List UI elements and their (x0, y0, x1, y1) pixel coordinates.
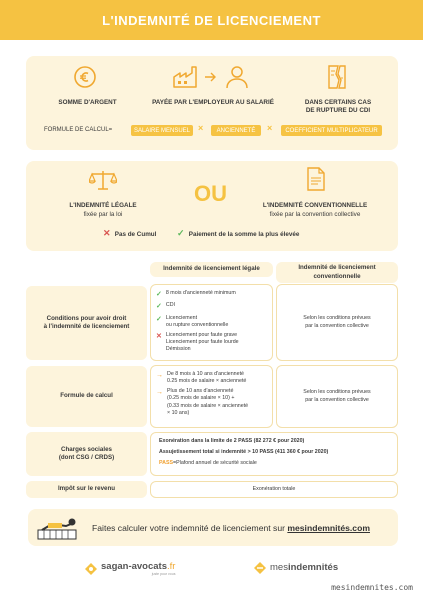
torn-document-icon (324, 63, 350, 91)
header-bar (0, 0, 423, 40)
conventional-title: L'INDEMNITÉ CONVENTIONNELLE (262, 202, 368, 209)
formula-item (156, 371, 267, 385)
label-paid-by-employer: PAYÉE PAR L'EMPLOYEUR AU SALARIÉ (152, 99, 274, 106)
column-header-legal: Indemnité de licenciement légale (150, 262, 273, 277)
formula-text: Plus de 10 ans d'ancienneté (0.25 mois de salaire × 10) + (0.33 mois de salaire × ancienneté × 10 ans) (167, 388, 249, 416)
row-label-social-charges (26, 432, 147, 476)
formula-text: De 8 mois à 10 ans d'ancienneté 0.25 mois de salaire × ancienneté (167, 371, 247, 385)
row3-label-line2: (dont CSG / CRDS) (58, 454, 115, 461)
sagan-tagline: juste pour vous (151, 572, 176, 577)
promo-banner (28, 509, 398, 546)
sagan-logo-icon (84, 562, 98, 576)
pass-def-text: =Plafond annuel de sécurité sociale (173, 460, 257, 467)
condition-item (156, 290, 267, 299)
no-cumul-text: Pas de Cumul (114, 231, 157, 238)
column-header-conventional (276, 262, 398, 283)
cell-income-tax: Exonération totale (150, 481, 398, 498)
logo-sagan-avocats[interactable] (84, 558, 175, 580)
highest-note (177, 228, 347, 240)
indemnites-brand: indemnités (287, 562, 339, 574)
times-symbol-1: × (198, 123, 204, 133)
or-separator: OU (194, 181, 227, 206)
mes-prefix: mes (270, 562, 288, 574)
condition-text: Licenciement ou rupture conventionnelle (165, 314, 229, 329)
pill-monthly-salary: SALAIRE MENSUEL (131, 125, 193, 136)
promo-text (92, 523, 370, 533)
highest-text: Paiement de la somme la plus élevée (188, 231, 300, 238)
cell-social-charges (150, 432, 398, 476)
cell-conditions-conventional: Selon les conditions prévues par la convention collective (276, 284, 398, 361)
row-label-income-tax: Impôt sur le revenu (26, 481, 147, 498)
cell-formula-legal (150, 365, 273, 428)
cross-icon: ✕ (156, 333, 162, 341)
formula-label: FORMULE DE CALCUL= (44, 127, 113, 133)
check-icon: ✓ (156, 315, 162, 323)
promo-link[interactable]: mesindemnités.com (287, 523, 370, 533)
row1-label-line2: à l'indemnité de licenciement (43, 323, 130, 330)
row3-label-line1: Charges sociales (61, 445, 112, 453)
condition-text: 8 mois d'ancienneté minimum (165, 290, 236, 296)
factory-icon (171, 64, 199, 90)
legal-title: L'INDEMNITÉ LÉGALE (69, 202, 137, 209)
euro-icon (72, 64, 98, 90)
person-icon (224, 63, 250, 91)
condition-item (156, 332, 267, 353)
arrow-right-icon (204, 70, 218, 84)
label-cdi-line2: DE RUPTURE DU CDI (305, 107, 371, 115)
sagan-tld: .fr (167, 560, 176, 572)
col2-line1: Indemnité de licenciement (298, 264, 376, 272)
formula-item (156, 388, 267, 417)
no-cumul-note (103, 228, 173, 240)
promo-text-main: Faites calculer votre indemnité de licenciement sur (92, 523, 288, 533)
sagan-brand: sagan-avocats (101, 560, 168, 572)
check-icon: ✓ (177, 228, 185, 238)
label-money: SOMME D'ARGENT (58, 99, 117, 106)
times-symbol-2: × (267, 123, 273, 133)
condition-item (156, 302, 267, 311)
row-label-conditions (26, 286, 147, 360)
legal-subtitle: fixée par la loi (83, 211, 123, 218)
row-label-formula: Formule de calcul (26, 366, 147, 427)
social-charges-line2: Assujetissement total si indemnité > 10 PASS (411 360 € pour 2020) (159, 449, 329, 456)
social-charges-line1: Exonération dans la limite de 2 PASS (82 272 € pour 2020) (159, 438, 305, 444)
pill-seniority: ANCIENNETÉ (211, 125, 261, 136)
arrow-icon: → (156, 372, 163, 379)
col2-line2: conventionnelle (313, 272, 361, 280)
pass-definition (159, 460, 389, 467)
cross-icon: ✕ (103, 228, 111, 238)
logo-mesindemnites[interactable] (253, 559, 338, 577)
page-title: L'INDEMNITÉ DE LICENCIEMENT (102, 12, 321, 28)
label-cdi-line1: DANS CERTAINS CAS (304, 99, 372, 106)
arrow-icon: → (156, 389, 163, 397)
document-icon (305, 165, 327, 193)
pass-abbrev: PASS (159, 460, 174, 467)
source-watermark: mesindemnites.com (331, 583, 413, 592)
label-cdi-rupture (290, 99, 386, 115)
relaxing-person-icon (36, 513, 82, 543)
check-icon: ✓ (156, 303, 162, 311)
scales-icon (88, 167, 118, 193)
condition-text: CDI (165, 302, 175, 309)
cell-conditions-legal (150, 284, 273, 361)
row1-label-line1: Conditions pour avoir droit (46, 314, 127, 322)
cell-formula-conventional: Selon les conditions prévues par la convention collective (276, 365, 398, 428)
conventional-subtitle: fixée par la convention collective (269, 211, 361, 218)
condition-item (156, 315, 267, 329)
mesindemnites-logo-icon (253, 561, 267, 575)
check-icon: ✓ (156, 291, 162, 298)
condition-text: Licenciement pour faute grave Licenciement pour faute lourde Démission (165, 332, 239, 353)
pill-coefficient: COEFFICIENT MULTIPLICATEUR (281, 125, 382, 136)
